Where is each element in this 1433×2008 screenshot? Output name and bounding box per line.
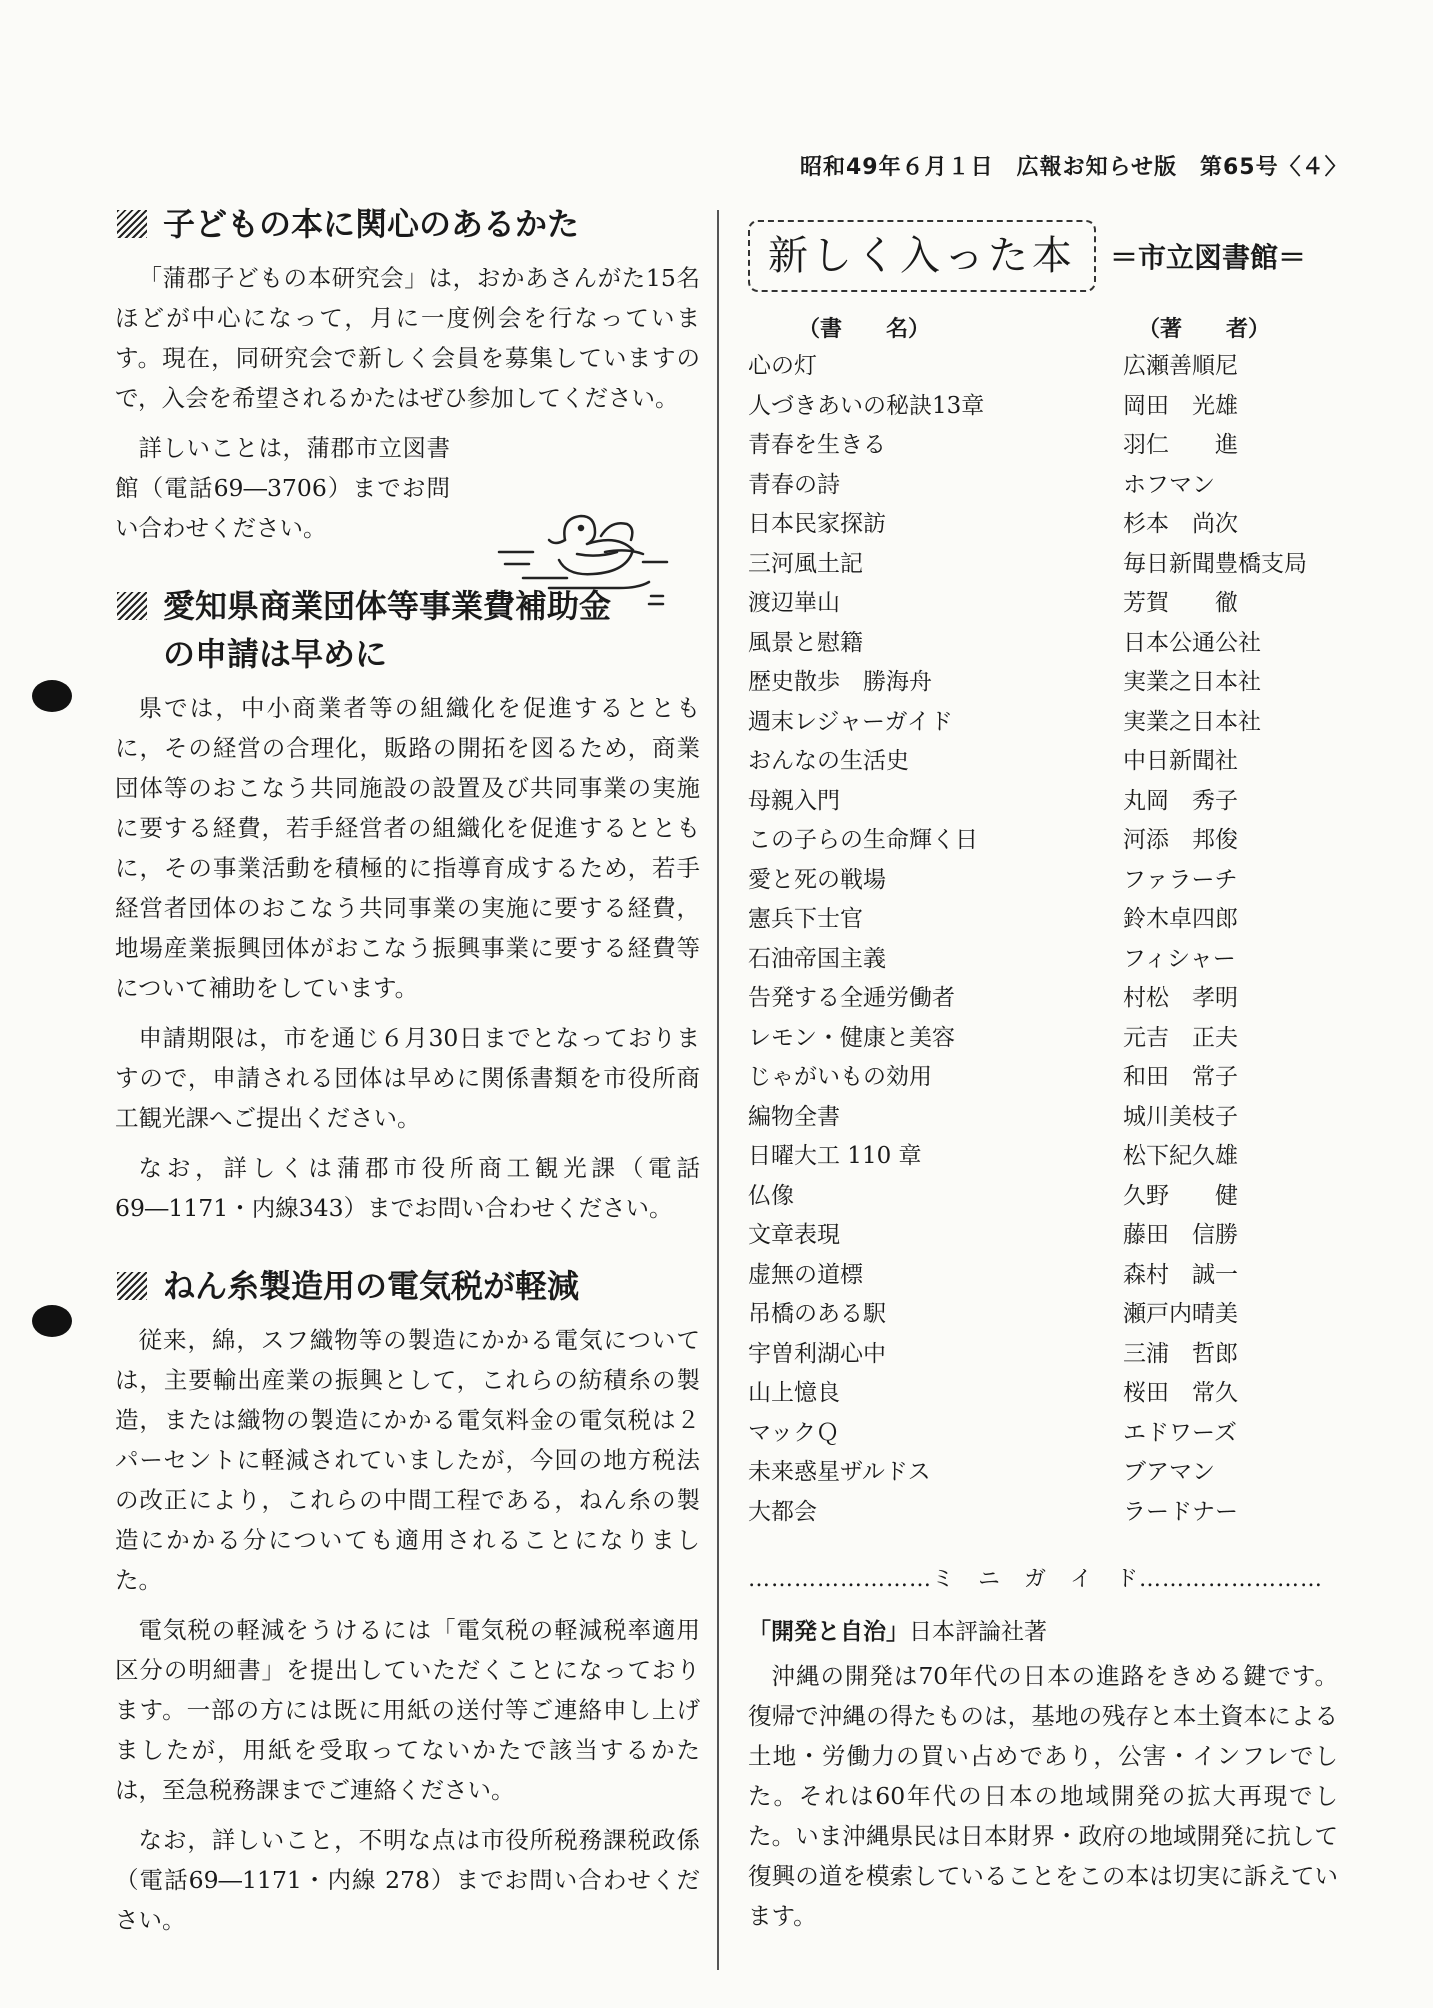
mini-guide-label: ……………………ミ ニ ガ イ ド……………………: [748, 1567, 1324, 1592]
book-row: [748, 1493, 1338, 1533]
article-title: 愛知県商業団体等事業費補助金 の申請は早めに: [115, 582, 700, 678]
book-title: 告発する全逓労働者: [748, 985, 955, 1011]
book-author: 森村 誠一: [1123, 1261, 1238, 1288]
book-title: 青春の詩: [748, 471, 840, 498]
book-title: 大都会: [748, 1498, 817, 1525]
book-author: 実業之日本社: [1123, 669, 1261, 695]
book-list-header: [748, 312, 1338, 343]
book-author: 松下紀久雄: [1123, 1143, 1238, 1169]
book-author: 中日新聞社: [1123, 748, 1238, 774]
book-author: 河添 邦俊: [1123, 827, 1238, 853]
book-row: [748, 1335, 1338, 1375]
book-title: 母親入門: [748, 787, 840, 814]
book-author: 藤田 信勝: [1123, 1222, 1238, 1248]
book-author: 久野 健: [1123, 1182, 1238, 1209]
article-children-books: [115, 200, 700, 548]
binding-hole: [32, 1305, 72, 1337]
book-row: [748, 624, 1338, 664]
book-row: [748, 1019, 1338, 1059]
book-row: [748, 1098, 1338, 1138]
book-author: 丸岡 秀子: [1123, 787, 1238, 814]
book-author: 村松 孝明: [1123, 985, 1238, 1011]
mini-guide-publisher: 日本評論社著: [909, 1619, 1047, 1645]
book-row: [748, 387, 1338, 427]
book-row: [748, 505, 1338, 545]
article-electricity-tax: [115, 1262, 700, 1940]
book-title: 吊橋のある駅: [748, 1301, 886, 1327]
book-row: [748, 703, 1338, 743]
book-row: [748, 1256, 1338, 1296]
article-title: ねん糸製造用の電気税が軽減: [115, 1262, 700, 1310]
book-title: 三河風土記: [748, 550, 863, 577]
book-list: [748, 347, 1338, 1532]
right-column: [748, 220, 1338, 1936]
book-title: 青春を生きる: [748, 432, 886, 458]
page-header: 昭和49年６月１日 広報お知らせ版 第65号〈４〉: [800, 155, 1348, 180]
book-title: おんなの生活史: [748, 748, 909, 774]
book-row: [748, 900, 1338, 940]
book-row: [748, 545, 1338, 585]
book-author: 実業之日本社: [1123, 708, 1261, 735]
book-title: 週末レジャーガイド: [748, 708, 953, 735]
article-paragraph: 申請期限は，市を通じ６月30日までとなっておりますので，申請される団体は早めに関係書類を市役所商工観光課へご提出ください。: [115, 1024, 700, 1132]
article-paragraph: 電気税の軽減をうけるには「電気税の軽減税率適用区分の明細書」を提出していただくことになっております。一部の方には既に用紙の送付等ご連絡申し上げましたが，用紙を受取ってないかたで該当するかたは，至急税務課までご連絡ください。: [115, 1616, 700, 1804]
book-title: 石油帝国主義: [748, 945, 886, 972]
book-row: [748, 742, 1338, 782]
book-row: [748, 1295, 1338, 1335]
article-paragraph: 従来，綿，スフ織物等の製造にかかる電気については，主要輸出産業の振興として，これらの紡積糸の製造，または織物の製造にかかる電気料金の電気税は２パーセントに軽減されていましたが，今回の地方税法の改正により，これらの中間工程である，ねん糸の製造にかかる分についても適用されることになりました。: [115, 1326, 700, 1594]
book-title: 歴史散歩 勝海舟: [748, 669, 932, 695]
book-author: 桜田 常久: [1123, 1380, 1238, 1406]
book-row: [748, 979, 1338, 1019]
book-row: [748, 426, 1338, 466]
article-paragraph: 詳しいことは，蒲郡市立図書館（電話69―3706）までお問い合わせください。: [115, 434, 450, 542]
article-paragraph: なお，詳しくは蒲郡市役所商工観光課（電話69―1171・内線343）までお問い合わせください。: [115, 1154, 700, 1222]
article-commerce-subsidy: [115, 582, 700, 1228]
library-title: [748, 220, 1338, 292]
book-row: [748, 1216, 1338, 1256]
book-author: ファラーチ: [1123, 866, 1238, 893]
book-title: 人づきあいの秘訣13章: [748, 392, 985, 419]
book-author: 芳賀 徹: [1123, 590, 1238, 616]
article-title: 子どもの本に関心のあるかた: [115, 200, 700, 248]
book-title: 日本民家探訪: [748, 511, 886, 537]
book-title: 愛と死の戦場: [748, 866, 886, 893]
book-row: [748, 1137, 1338, 1177]
hatch-icon: [117, 210, 147, 238]
book-row: [748, 821, 1338, 861]
book-title: 仏像: [748, 1182, 794, 1209]
library-heading: 新しく入った本: [748, 220, 1096, 292]
book-row: [748, 584, 1338, 624]
book-author: 毎日新聞豊橋支局: [1123, 550, 1307, 577]
book-title: レモン・健康と美容: [748, 1024, 955, 1051]
book-title: 風景と慰籍: [748, 629, 863, 656]
book-author: 岡田 光雄: [1123, 392, 1238, 419]
book-author: 城川美枝子: [1123, 1103, 1238, 1130]
article-paragraph: 「蒲郡子どもの本研究会」は，おかあさんがた15名ほどが中心になって，月に一度例会を行なっています。現在，同研究会で新しく会員を募集していますので，入会を希望されるかたはぜひ参加してください。: [115, 264, 700, 412]
hatch-icon: [117, 592, 147, 620]
article-paragraph: なお，詳しいこと，不明な点は市役所税務課税政係（電話69―1171・内線 278）までお問い合わせください。: [115, 1826, 700, 1934]
book-row: [748, 1414, 1338, 1454]
book-row: [748, 1058, 1338, 1098]
book-author: 鈴木卓四郎: [1123, 906, 1238, 932]
book-title: じゃがいもの効用: [748, 1064, 932, 1090]
library-subtitle: ＝市立図書館＝: [1110, 241, 1307, 274]
book-row: [748, 861, 1338, 901]
book-author: 和田 常子: [1123, 1064, 1238, 1090]
book-author: 広瀬善順尼: [1123, 353, 1238, 379]
column-header-author: （著 者）: [1138, 316, 1271, 342]
book-author: ラードナー: [1123, 1498, 1238, 1525]
mini-guide-body: 沖縄の開発は70年代の日本の進路をきめる鍵です。復帰で沖縄の得たものは，基地の残存と本土資本による土地・労働力の買い占めであり，公害・インフレでした。それは60年代の日本の地域開発の拡大再現でした。いま沖縄県民は日本財界・政府の地域開発に抗して復興の道を模索していることをこの本は切実に訴えています。: [748, 1662, 1338, 1930]
book-title: 虚無の道標: [748, 1261, 863, 1288]
book-row: [748, 1453, 1338, 1493]
book-title: この子らの生命輝く日: [748, 827, 978, 853]
mini-guide-book-title: 「開発と自治」: [748, 1619, 909, 1645]
hatch-icon: [117, 1272, 147, 1300]
book-author: 羽仁 進: [1123, 432, 1238, 458]
column-divider: [717, 210, 719, 1970]
book-row: [748, 663, 1338, 703]
binding-hole: [32, 680, 72, 712]
article-paragraph: 県では，中小商業者等の組織化を促進するとともに，その経営の合理化，販路の開拓を図るため，商業団体等のおこなう共同施設の設置及び共同事業の実施に要する経費，若手経営者の組織化を促進するとともに，その事業活動を積極的に指導育成するため，若手経営者団体のおこなう共同事業の実施に要する経費，地場産業振興団体がおこなう振興事業に要する経費等について補助をしています。: [115, 694, 700, 1002]
book-title: 山上憶良: [748, 1380, 840, 1406]
book-title: 未来惑星ザルドス: [748, 1459, 931, 1485]
book-author: フィシャー: [1123, 945, 1236, 972]
book-title: 心の灯: [748, 353, 817, 379]
book-row: [748, 347, 1338, 387]
book-title: 渡辺崋山: [748, 590, 840, 616]
book-row: [748, 782, 1338, 822]
book-row: [748, 466, 1338, 506]
book-author: 日本公通公社: [1123, 629, 1261, 656]
book-title: 日曜大工 110 章: [748, 1143, 922, 1169]
book-row: [748, 940, 1338, 980]
book-author: 三浦 哲郎: [1123, 1340, 1238, 1367]
book-title: 憲兵下士官: [748, 906, 863, 932]
mini-guide-book: [748, 1613, 1338, 1646]
book-row: [748, 1374, 1338, 1414]
book-author: 杉本 尚次: [1123, 511, 1238, 537]
book-author: ブアマン: [1123, 1459, 1215, 1485]
book-author: 元吉 正夫: [1123, 1024, 1238, 1051]
left-column: [115, 200, 700, 1974]
book-title: マックＱ: [748, 1419, 840, 1446]
book-author: 瀬戸内晴美: [1123, 1301, 1238, 1327]
column-header-title: （書 名）: [798, 316, 931, 342]
book-title: 文章表現: [748, 1222, 840, 1248]
book-title: 編物全書: [748, 1103, 840, 1130]
book-author: ホフマン: [1123, 471, 1215, 498]
book-row: [748, 1177, 1338, 1217]
book-author: エドワーズ: [1123, 1419, 1237, 1446]
book-title: 宇曽利湖心中: [748, 1340, 886, 1367]
